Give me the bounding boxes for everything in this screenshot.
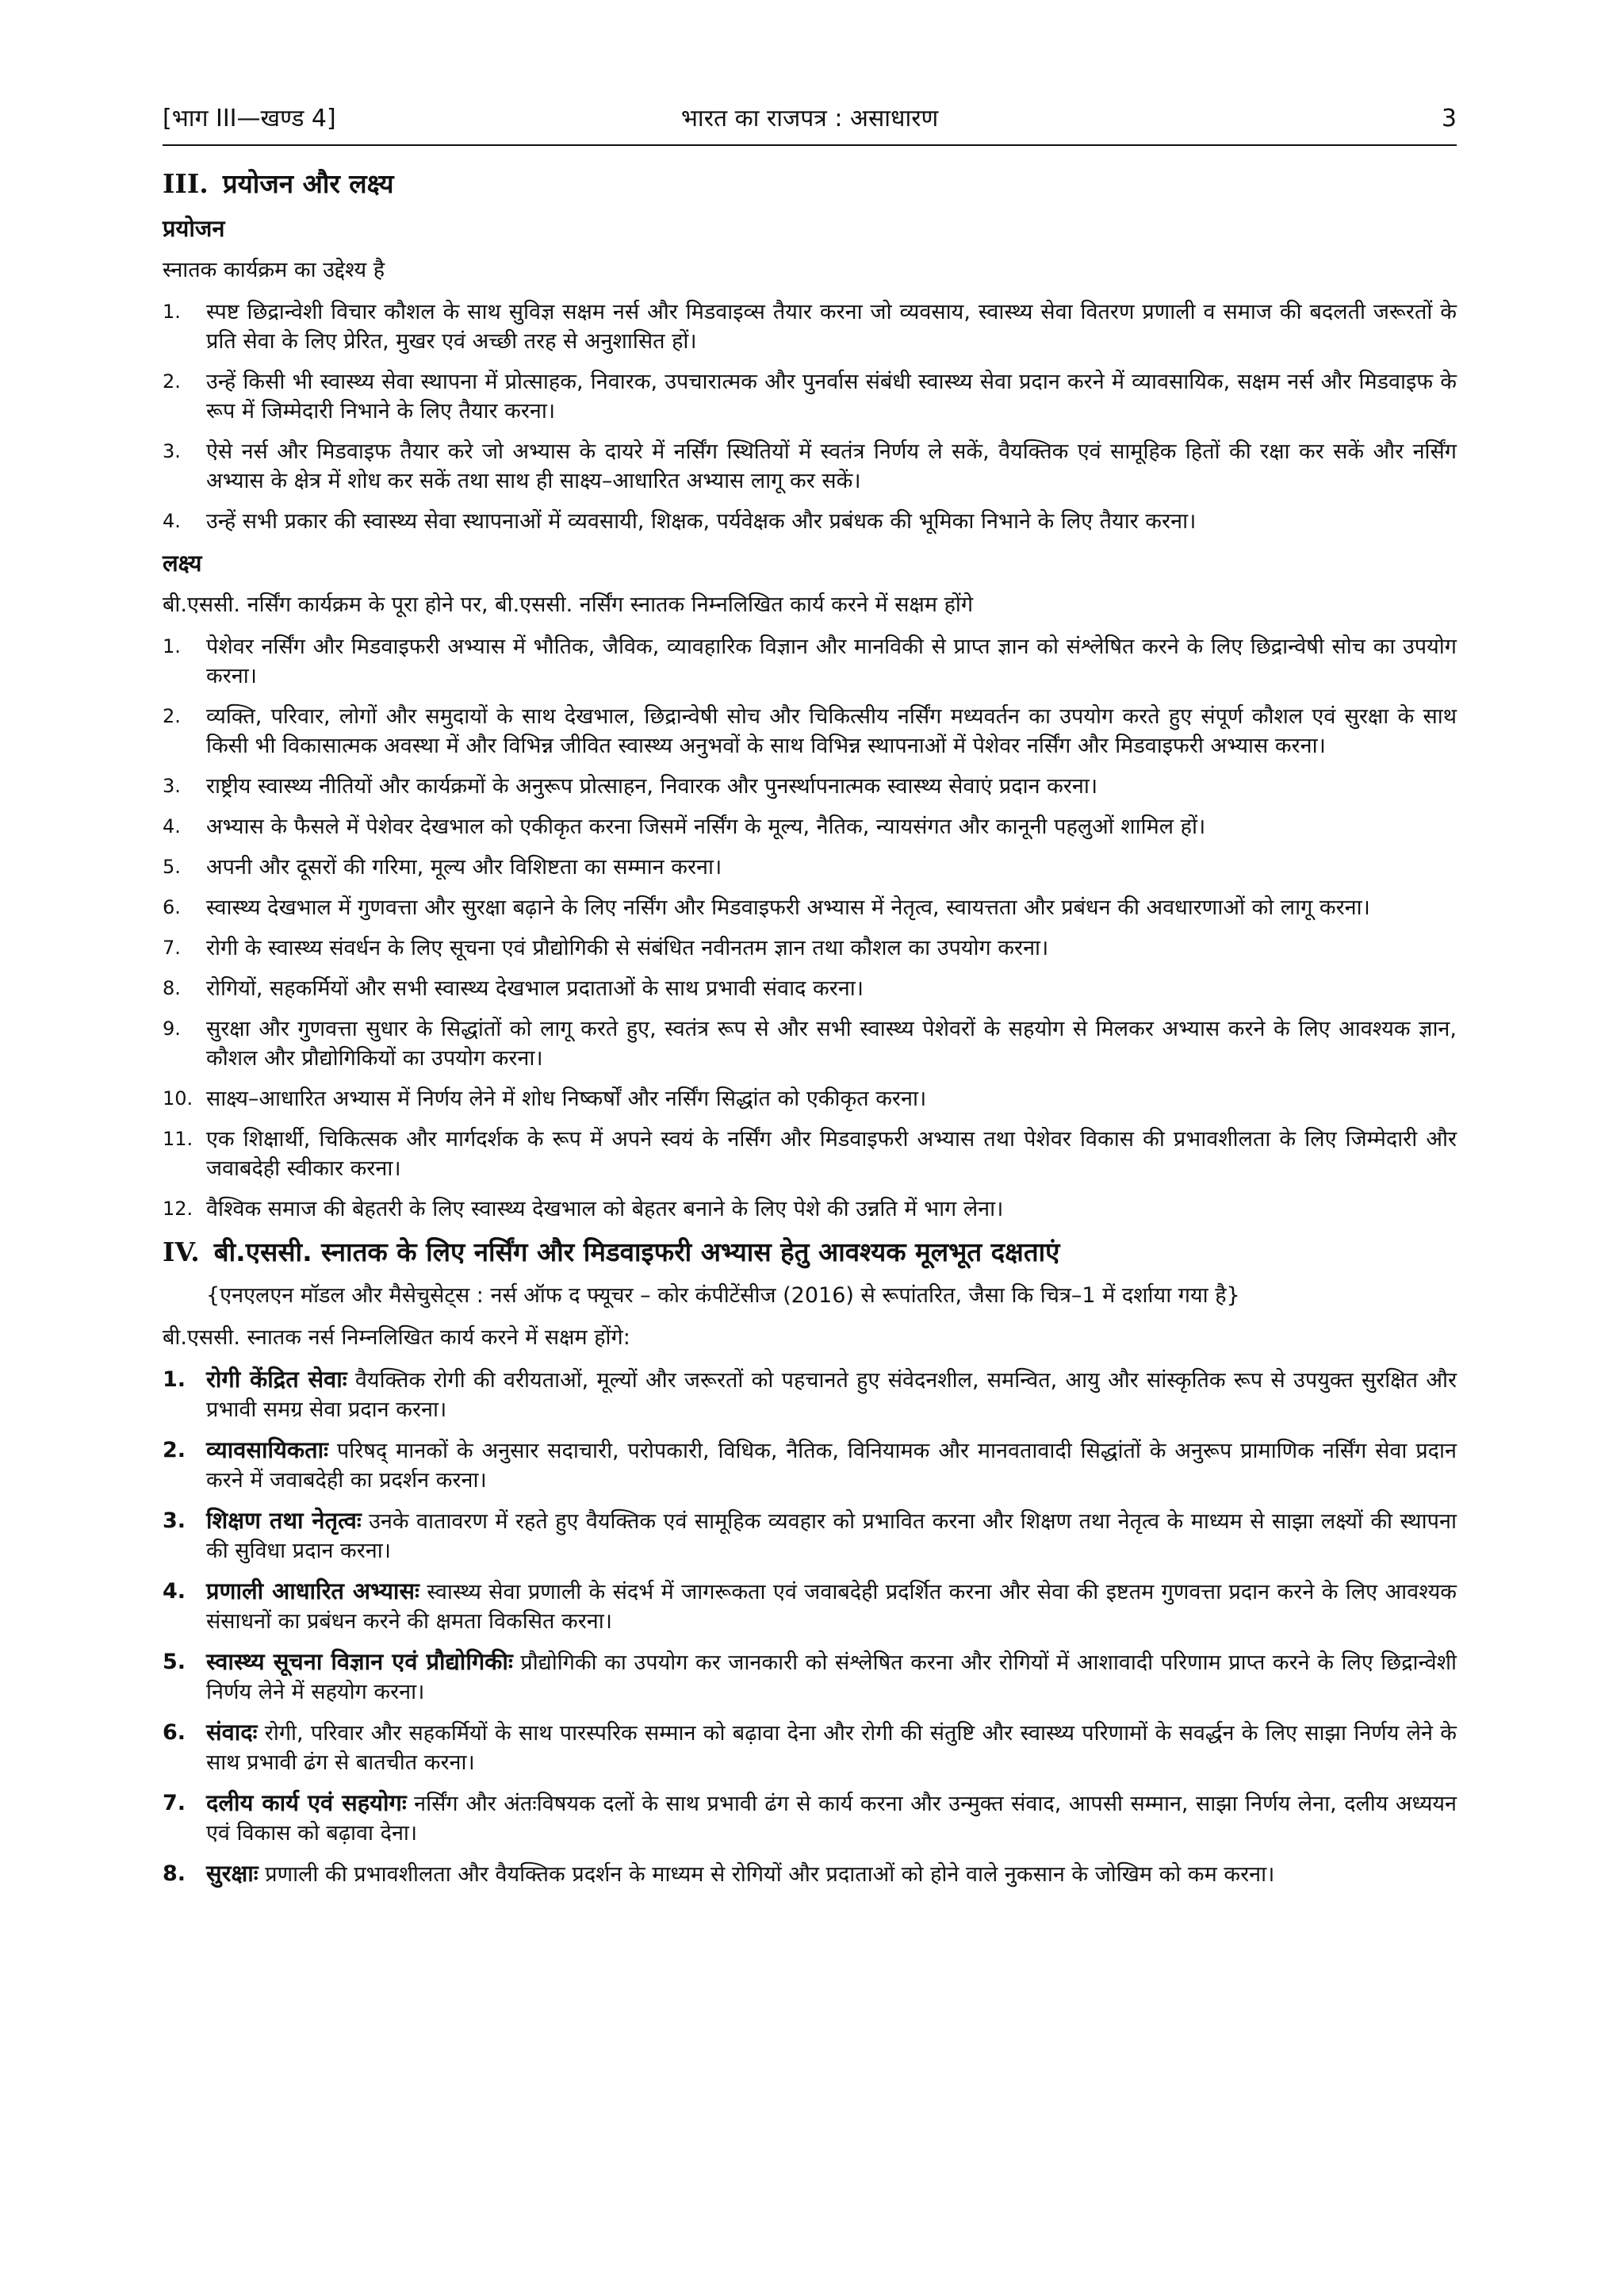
item-text: वैश्विक समाज की बेहतरी के लिए स्वास्थ्य देखभाल को बेहतर बनाने के लिए पेशे की उन्नति में भाग लेना। xyxy=(206,1197,1004,1221)
list-item xyxy=(163,507,1457,536)
list-item xyxy=(163,1365,1457,1424)
competency-label: सुरक्षाः xyxy=(206,1860,259,1887)
item-number: 6. xyxy=(163,896,181,918)
purpose-list xyxy=(163,297,1457,536)
list-item xyxy=(163,1506,1457,1566)
list-item xyxy=(163,772,1457,801)
gazette-title: भारत का राजपत्र : असाधारण xyxy=(680,105,939,132)
item-number: 5. xyxy=(163,1650,186,1674)
item-number: 10. xyxy=(163,1087,193,1110)
list-item xyxy=(163,702,1457,761)
competency-label: व्यावसायिकताः xyxy=(206,1436,328,1463)
item-number: 1. xyxy=(163,301,181,323)
competency-label: दलीय कार्य एवं सहयोगः xyxy=(206,1789,407,1816)
item-text: एक शिक्षार्थी, चिकित्सक और मार्गदर्शक के रूप में अपने स्वयं के नर्सिंग और मिडवाइफरी अभ्यास तथा पेशेवर विकास की प्रभावशीलता के लिए जिम्मेदारी और जवाबदेही स्वीकार करना। xyxy=(206,1127,1457,1181)
item-number: 1. xyxy=(163,635,181,657)
item-number: 7. xyxy=(163,937,181,959)
list-item xyxy=(163,367,1457,426)
list-item xyxy=(163,1435,1457,1495)
competencies-list xyxy=(163,1365,1457,1889)
item-number: 1. xyxy=(163,1367,186,1392)
section-3-heading xyxy=(163,167,1457,201)
part-section-label: [भाग III—खण्ड 4] xyxy=(163,105,336,132)
item-number: 3. xyxy=(163,775,181,797)
item-text: प्रणाली की प्रभावशीलता और वैयक्तिक प्रदर्शन के माध्यम से रोगियों और प्रदाताओं को होने वाले नुकसान के जोखिम को कम करना। xyxy=(258,1862,1275,1887)
item-text: पेशेवर नर्सिंग और मिडवाइफरी अभ्यास में भौतिक, जैविक, व्यावहारिक विज्ञान और मानविकी से प्राप्त ज्ञान को संश्लेषित करने के लिए छिद्रान्वेषी सोच का उपयोग करना। xyxy=(206,634,1457,688)
item-number: 2. xyxy=(163,370,181,393)
list-item xyxy=(163,1718,1457,1777)
section-3-number: III. xyxy=(163,168,209,199)
list-item xyxy=(163,1194,1457,1224)
list-item xyxy=(163,1859,1457,1889)
source-note: {एनएलएन मॉडल और मैसेचुसेट्स : नर्स ऑफ द फ्यूचर – कोर कंपीटेंसीज (2016) से रूपांतरित, जैसा कि चित्र–1 में दर्शाया गया है} xyxy=(206,1283,1240,1308)
item-text: नर्सिंग और अंतःविषयक दलों के साथ प्रभावी ढंग से कार्य करना और उन्मुक्त संवाद, आपसी सम्मान, साझा निर्णय लेना, दलीय अध्ययन एवं विकास को बढ़ावा देना। xyxy=(206,1792,1457,1846)
item-number: 11. xyxy=(163,1128,193,1150)
item-text: उनके वातावरण में रहते हुए वैयक्तिक एवं सामूहिक व्यवहार को प्रभावित करना और शिक्षण तथा नेतृत्व के माध्यम से साझा लक्ष्यों की स्थापना की सुविधा प्रदान करना। xyxy=(206,1509,1457,1563)
item-number: 7. xyxy=(163,1791,186,1815)
list-item xyxy=(163,853,1457,882)
item-text: रोगी, परिवार और सहकर्मियों के साथ पारस्परिक सम्मान को बढ़ावा देना और रोगी की संतुष्टि और स्वास्थ्य परिणामों के सवर्द्धन के लिए साझा निर्णय लेने के साथ प्रभावी ढंग से बातचीत करना। xyxy=(206,1721,1457,1775)
item-text: रोगी के स्वास्थ्य संवर्धन के लिए सूचना एवं प्रौद्योगिकी से संबंधित नवीनतम ज्ञान तथा कौशल का उपयोग करना। xyxy=(206,936,1049,960)
list-item xyxy=(163,1788,1457,1848)
list-item xyxy=(163,1647,1457,1707)
item-number: 5. xyxy=(163,856,181,878)
goals-list xyxy=(163,632,1457,1224)
item-number: 3. xyxy=(163,1508,186,1533)
item-text: साक्ष्य–आधारित अभ्यास में निर्णय लेने में शोध निष्कर्षों और नर्सिंग सिद्धांत को एकीकृत करना। xyxy=(206,1087,927,1111)
item-number: 3. xyxy=(163,440,181,462)
item-number: 2. xyxy=(163,1438,186,1462)
goals-intro: बी.एससी. नर्सिंग कार्यक्रम के पूरा होने पर, बी.एससी. नर्सिंग स्नातक निम्नलिखित कार्य करने में सक्षम होंगे xyxy=(163,592,974,617)
item-text: ऐसे नर्स और मिडवाइफ तैयार करे जो अभ्यास के दायरे में नर्सिंग स्थितियों में स्वतंत्र निर्णय ले सकें, वैयक्तिक एवं सामूहिक हितों की रक्षा कर सकें और नर्सिंग अभ्यास के क्षेत्र में शोध कर सकें तथा साथ ही साक्ष्य–आधारित अभ्यास लागू कर सकें। xyxy=(206,439,1457,493)
competencies-intro: बी.एससी. स्नातक नर्स निम्नलिखित कार्य करने में सक्षम होंगे: xyxy=(163,1325,630,1350)
list-item xyxy=(163,893,1457,922)
item-text: राष्ट्रीय स्वास्थ्य नीतियों और कार्यक्रमों के अनुरूप प्रोत्साहन, निवारक और पुनर्स्थापनात्मक स्वास्थ्य सेवाएं प्रदान करना। xyxy=(206,774,1098,799)
competency-label: रोगी केंद्रित सेवाः xyxy=(206,1366,347,1393)
item-text: उन्हें किसी भी स्वास्थ्य सेवा स्थापना में प्रोत्साहक, निवारक, उपचारात्मक और पुनर्वास संबंधी स्वास्थ्य सेवा प्रदान करने में व्यावसायिक, सक्षम नर्स और मिडवाइफ के रूप में जिम्मेदारी निभाने के लिए तैयार करना। xyxy=(206,370,1457,424)
item-text: स्वास्थ्य सेवा प्रणाली के संदर्भ में जागरूकता एवं जवाबदेही प्रदर्शित करना और सेवा की इष्टतम गुणवत्ता प्रदान करने के लिए आवश्यक संसाधनों का प्रबंधन करने की क्षमता विकसित करना। xyxy=(206,1580,1457,1634)
list-item xyxy=(163,632,1457,691)
goals-heading: लक्ष्य xyxy=(163,550,202,577)
item-text: सुरक्षा और गुणवत्ता सुधार के सिद्धांतों को लागू करते हुए, स्वतंत्र रूप से और सभी स्वास्थ्य पेशेवरों के सहयोग से मिलकर अभ्यास करने के लिए आवश्यक ज्ञान, कौशल और प्रौद्योगिकियों का उपयोग करना। xyxy=(206,1017,1457,1071)
item-number: 2. xyxy=(163,705,181,727)
list-item xyxy=(163,1084,1457,1114)
item-text: स्पष्ट छिद्रान्वेशी विचार कौशल के साथ सुविज्ञ सक्षम नर्स और मिडवाइव्स तैयार करना जो व्यवसाय, स्वास्थ्य सेवा वितरण प्रणाली व समाज की बदलती जरूरतों के प्रति सेवा के लिए प्रेरित, मुखर एवं अच्छी तरह से अनुशासित हों। xyxy=(206,300,1457,354)
purpose-intro: स्नातक कार्यक्रम का उद्देश्य है xyxy=(163,258,385,282)
page-number: 3 xyxy=(1441,105,1457,132)
list-item xyxy=(163,1577,1457,1636)
item-text: अभ्यास के फैसले में पेशेवर देखभाल को एकीकृत करना जिसमें नर्सिंग के मूल्य, नैतिक, न्यायसंगत और कानूनी पहलुओं शामिल हों। xyxy=(206,815,1206,839)
list-item xyxy=(163,812,1457,841)
list-item xyxy=(163,297,1457,356)
item-text: अपनी और दूसरों की गरिमा, मूल्य और विशिष्टता का सम्मान करना। xyxy=(206,855,722,880)
list-item xyxy=(163,974,1457,1003)
competency-label: शिक्षण तथा नेतृत्वः xyxy=(206,1507,362,1534)
section-4-number: IV. xyxy=(163,1236,200,1267)
running-header xyxy=(163,100,1457,138)
item-text: रोगियों, सहकर्मियों और सभी स्वास्थ्य देखभाल प्रदाताओं के साथ प्रभावी संवाद करना। xyxy=(206,976,864,1001)
item-number: 4. xyxy=(163,1579,186,1604)
competency-label: स्वास्थ्य सूचना विज्ञान एवं प्रौद्योगिकीः xyxy=(206,1648,513,1675)
item-text: वैयक्तिक रोगी की वरीयताओं, मूल्यों और जरूरतों को पहचानते हुए संवेदनशील, समन्वित, आयु और सांस्कृतिक रूप से उपयुक्त सुरक्षित और प्रभावी समग्र सेवा प्रदान करना। xyxy=(206,1368,1457,1422)
item-text: व्यक्ति, परिवार, लोगों और समुदायों के साथ देखभाल, छिद्रान्वेषी सोच और चिकित्सीय नर्सिंग मध्यवर्तन का उपयोग करते हुए संपूर्ण कौशल एवं सुरक्षा के साथ किसी भी विकासात्मक अवस्था में और विभिन्न जीवित स्वास्थ्य अनुभवों के साथ विभिन्न स्थापनाओं में पेशेवर नर्सिंग और मिडवाइफरी अभ्यास करना। xyxy=(206,704,1457,758)
list-item xyxy=(163,1125,1457,1183)
item-text: प्रौद्योगिकी का उपयोग कर जानकारी को संश्लेषित करना और रोगियों में आशावादी परिणाम प्राप्त करने के लिए छिद्रान्वेशी निर्णय लेने में सहयोग करना। xyxy=(206,1650,1457,1704)
page-body xyxy=(163,162,1457,1900)
item-number: 9. xyxy=(163,1018,181,1040)
header-rule xyxy=(163,144,1457,146)
item-number: 6. xyxy=(163,1720,186,1745)
section-4-heading xyxy=(163,1235,1457,1270)
competency-label: संवादः xyxy=(206,1719,258,1746)
section-3-title: प्रयोजन और लक्ष्य xyxy=(222,168,394,199)
item-number: 8. xyxy=(163,1861,186,1886)
list-item xyxy=(163,1014,1457,1073)
list-item xyxy=(163,437,1457,496)
item-text: परिषद् मानकों के अनुसार सदाचारी, परोपकारी, विधिक, नैतिक, विनियामक और मानवतावादी सिद्धांतों के अनुरूप प्रामाणिक नर्सिंग सेवा प्रदान करने में जवाबदेही का प्रदर्शन करना। xyxy=(206,1439,1457,1493)
purpose-heading: प्रयोजन xyxy=(163,215,225,242)
item-number: 12. xyxy=(163,1198,193,1220)
competency-label: प्रणाली आधारित अभ्यासः xyxy=(206,1577,419,1604)
list-item xyxy=(163,933,1457,963)
item-number: 4. xyxy=(163,510,181,532)
item-text: स्वास्थ्य देखभाल में गुणवत्ता और सुरक्षा बढ़ाने के लिए नर्सिंग और मिडवाइफरी अभ्यास में नेतृत्व, स्वायत्तता और प्रबंधन की अवधारणाओं को लागू करना। xyxy=(206,895,1370,920)
item-text: उन्हें सभी प्रकार की स्वास्थ्य सेवा स्थापनाओं में व्यवसायी, शिक्षक, पर्यवेक्षक और प्रबंधक की भूमिका निभाने के लिए तैयार करना। xyxy=(206,509,1197,534)
item-number: 8. xyxy=(163,977,181,999)
section-4-title: बी.एससी. स्नातक के लिए नर्सिंग और मिडवाइफरी अभ्यास हेतु आवश्यक मूलभूत दक्षताएं xyxy=(213,1236,1060,1267)
item-number: 4. xyxy=(163,815,181,838)
